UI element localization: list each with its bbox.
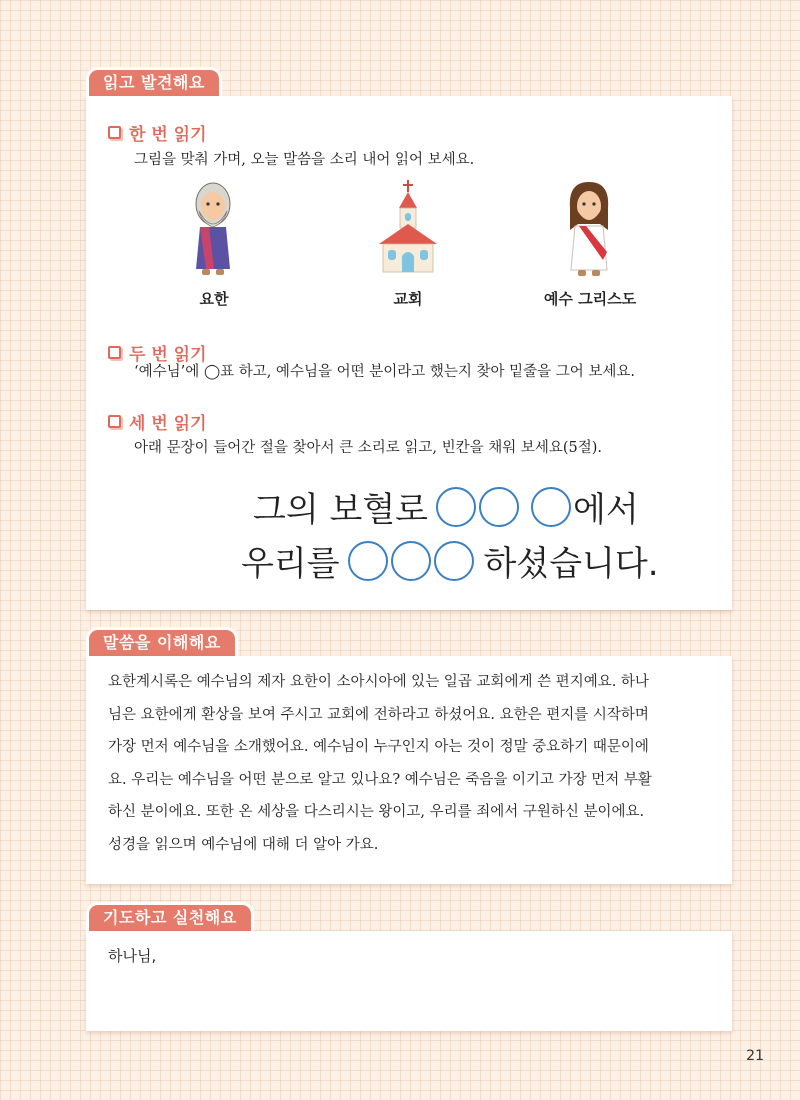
step1-heading (108, 120, 207, 145)
section-tab-read-discover: 읽고 발견해요 (86, 67, 222, 96)
step1-heading-text: 한 번 읽기 (129, 125, 207, 145)
line1-after: 에서 (573, 490, 639, 530)
fill-blank-line-1 (253, 482, 639, 531)
step3-heading (108, 409, 207, 434)
step2-instruction: ‘예수님’에 ◯표 하고, 예수님을 어떤 분이라고 했는지 찾아 밑줄을 그어 보세요. (134, 364, 635, 380)
paragraph-line: 성경을 읽으며 예수님에 대해 더 알아 가요. (108, 836, 379, 853)
figure-label-church: 교회 (393, 290, 423, 308)
section-tab-pray-practice: 기도하고 실천해요 (86, 902, 254, 931)
church-icon (377, 178, 439, 274)
paragraph-line: 요한계시록은 예수님의 제자 요한이 소아시아에 있는 일곱 교회에게 쓴 편지예요. 하나 (108, 674, 649, 690)
paragraph-line: 요. 우리는 예수님을 어떤 분으로 알고 있나요? 예수님은 죽음을 이기고 가장 먼저 부활 (108, 771, 652, 788)
paragraph-line: 님은 요한에게 환상을 보여 주시고 교회에 전하라고 하셨어요. 요한은 편지를 시작하며 (108, 706, 649, 723)
checkbox-icon (108, 126, 121, 139)
blank-circle[interactable] (391, 541, 431, 581)
blank-circle[interactable] (434, 541, 474, 581)
step1-instruction: 그림을 맞춰 가며, 오늘 말씀을 소리 내어 읽어 보세요. (134, 152, 475, 168)
blank-circle[interactable] (348, 541, 388, 581)
step3-heading-text: 세 번 읽기 (129, 414, 207, 434)
pray-practice-panel[interactable] (86, 931, 732, 1031)
section-tab-understand-word: 말씀을 이해해요 (86, 627, 238, 656)
step3-instruction: 아래 문장이 들어간 절을 찾아서 큰 소리로 읽고, 빈칸을 채워 보세요(5절). (134, 440, 603, 456)
paragraph-line: 하신 분이에요. 또한 온 세상을 다스리시는 왕이고, 우리를 죄에서 구원하신 분이에요. (108, 804, 645, 820)
figure-label-jesus: 예수 그리스도 (543, 290, 637, 308)
jesus-icon (560, 178, 618, 278)
figure-label-john: 요한 (199, 290, 229, 308)
explanation-paragraph (108, 666, 718, 861)
checkbox-icon (108, 415, 121, 428)
line2-after: 하셨습니다. (483, 544, 659, 584)
line1-before: 그의 보혈로 (253, 490, 429, 530)
understand-word-panel (86, 656, 732, 884)
read-discover-panel (86, 96, 732, 610)
john-icon (184, 179, 242, 279)
fill-blank-line-2 (241, 536, 659, 585)
step2-heading-text: 두 번 읽기 (129, 345, 207, 365)
blank-circle[interactable] (531, 487, 571, 527)
checkbox-icon (108, 346, 121, 359)
blank-circle[interactable] (436, 487, 476, 527)
blank-circle[interactable] (479, 487, 519, 527)
prayer-opening: 하나님, (108, 947, 157, 965)
paragraph-line: 가장 먼저 예수님을 소개했어요. 예수님이 누구인지 아는 것이 정말 중요하기 때문이에 (108, 739, 649, 755)
page-number: 21 (746, 1048, 764, 1064)
line2-before: 우리를 (241, 544, 340, 584)
